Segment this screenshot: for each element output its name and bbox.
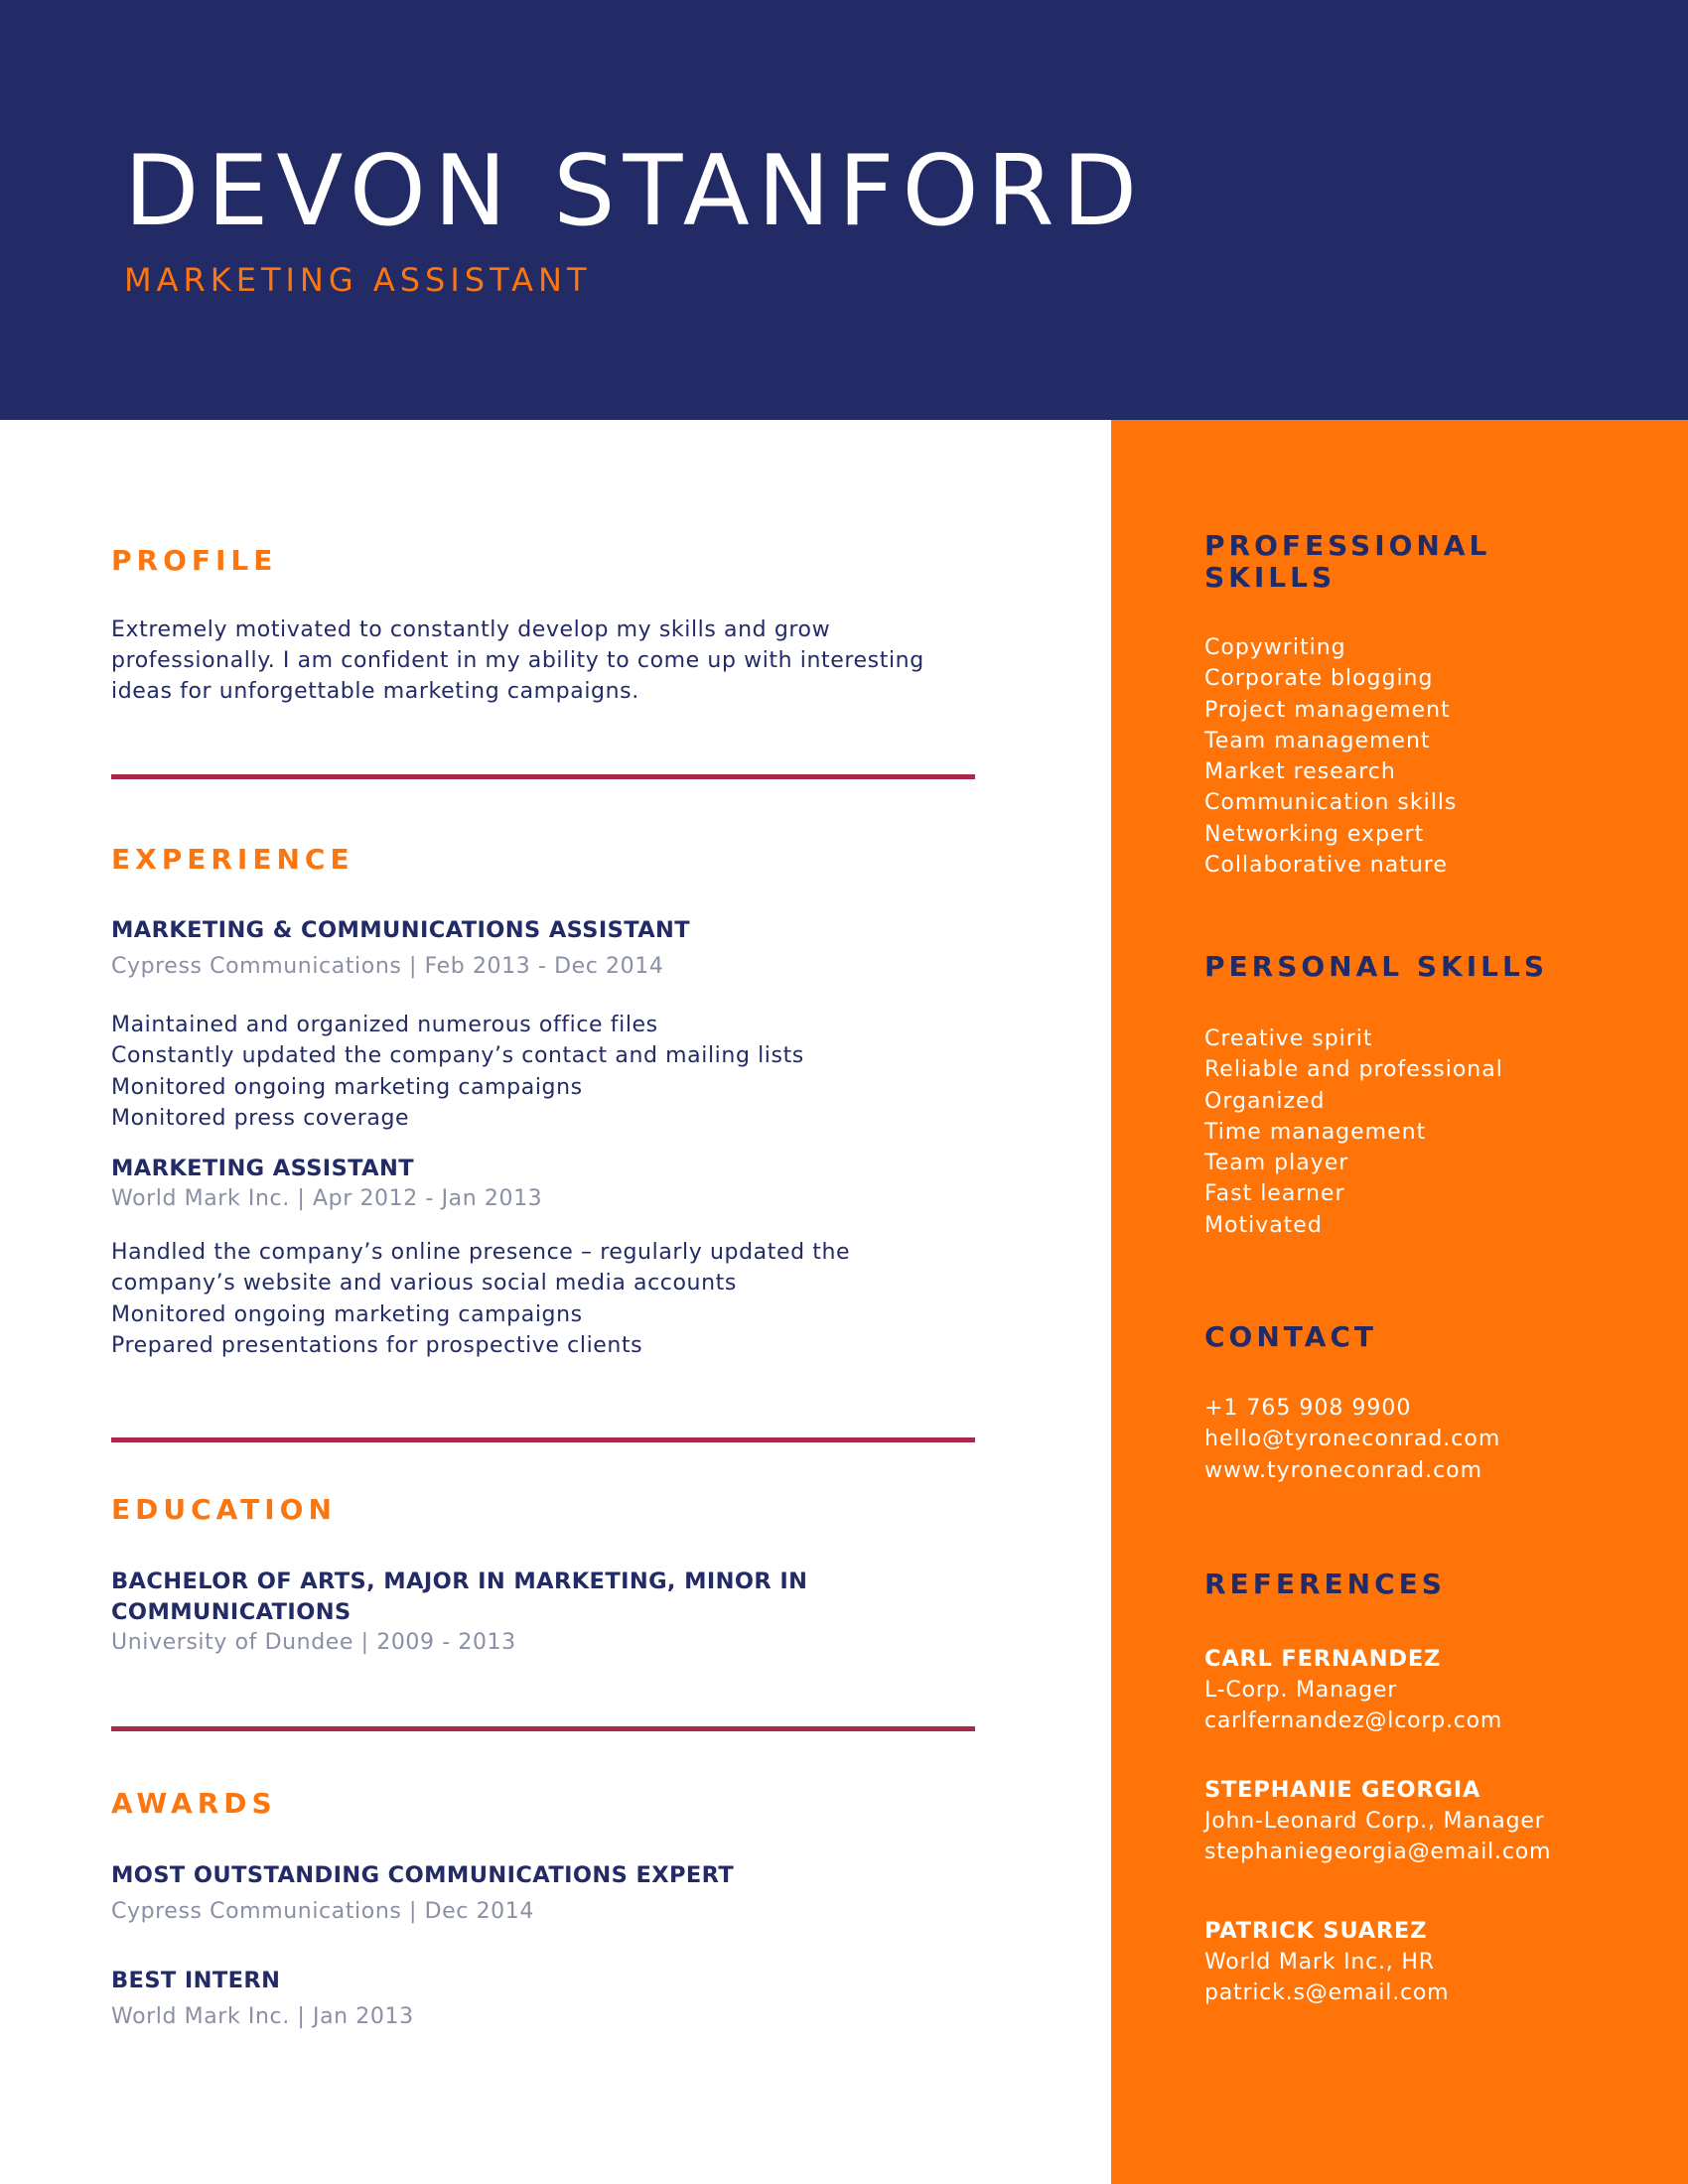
section-divider [111, 774, 975, 779]
reference-name: STEPHANIE GEORGIA [1204, 1777, 1481, 1803]
list-item: Time management [1204, 1119, 1427, 1145]
list-item: Monitored ongoing marketing campaigns [111, 1301, 583, 1327]
list-item: Motivated [1204, 1212, 1323, 1238]
professional-skills-heading: PROFESSIONAL SKILLS [1204, 529, 1491, 594]
contact-heading: CONTACT [1204, 1320, 1378, 1353]
experience-heading: EXPERIENCE [111, 843, 354, 876]
profile-text: Extremely motivated to constantly develop my skills and grow professionally. I am confident in my ability to come up with interesting ideas for unforgettable marketing campaigns. [111, 617, 924, 704]
list-item: Collaborative nature [1204, 853, 1448, 879]
candidate-name: DEVON STANFORD [124, 135, 1146, 248]
reference-name: CARL FERNANDEZ [1204, 1646, 1442, 1672]
list-item: Handled the company’s online presence – regularly updated the company’s website and various social media accounts [111, 1240, 851, 1297]
job-title: MARKETING ASSISTANT [111, 1156, 414, 1181]
list-item: Project management [1204, 697, 1451, 723]
job-duties [111, 1010, 965, 1134]
job-meta: Cypress Communications | Feb 2013 - Dec 2014 [111, 954, 664, 979]
reference-email[interactable]: patrick.s@email.com [1204, 1980, 1450, 2005]
job-duties [111, 1237, 955, 1361]
section-divider [111, 1726, 975, 1731]
contact-email[interactable]: hello@tyroneconrad.com [1204, 1427, 1501, 1452]
section-divider [111, 1437, 975, 1442]
job-meta: World Mark Inc. | Apr 2012 - Jan 2013 [111, 1186, 543, 1211]
reference-name: PATRICK SUAREZ [1204, 1918, 1428, 1944]
awards-heading: AWARDS [111, 1787, 277, 1820]
list-item: Communication skills [1204, 790, 1458, 816]
list-item: Copywriting [1204, 635, 1346, 660]
list-item: Monitored ongoing marketing campaigns [111, 1074, 583, 1100]
award-meta: Cypress Communications | Dec 2014 [111, 1899, 534, 1924]
references-heading: REFERENCES [1204, 1568, 1446, 1600]
list-item: Team player [1204, 1151, 1349, 1176]
award-title: BEST INTERN [111, 1968, 281, 1993]
header-banner [0, 0, 1688, 420]
list-item: Maintained and organized numerous office files [111, 1013, 658, 1037]
reference-role: L-Corp. Manager [1204, 1678, 1398, 1703]
list-item: Creative spirit [1204, 1026, 1373, 1051]
list-item: Organized [1204, 1088, 1326, 1114]
job-title: MARKETING & COMMUNICATIONS ASSISTANT [111, 917, 691, 943]
personal-skills-list [1204, 1024, 1503, 1241]
list-item: Fast learner [1204, 1181, 1345, 1207]
professional-skills-list [1204, 632, 1457, 881]
reference-role: World Mark Inc., HR [1204, 1950, 1435, 1975]
list-item: Prepared presentations for prospective clients [111, 1332, 643, 1358]
list-item: Constantly updated the company’s contact and mailing lists [111, 1043, 804, 1069]
list-item: Monitored press coverage [111, 1105, 410, 1131]
candidate-title: MARKETING ASSISTANT [124, 261, 592, 299]
reference-email[interactable]: stephaniegeorgia@email.com [1204, 1840, 1552, 1864]
list-item: Reliable and professional [1204, 1057, 1503, 1083]
list-item: Networking expert [1204, 821, 1425, 847]
reference-email[interactable]: carlfernandez@lcorp.com [1204, 1708, 1503, 1733]
list-item: Corporate blogging [1204, 666, 1434, 692]
degree-title: BACHELOR OF ARTS, MAJOR IN MARKETING, MINOR IN COMMUNICATIONS [111, 1569, 808, 1625]
education-meta: University of Dundee | 2009 - 2013 [111, 1630, 516, 1655]
award-meta: World Mark Inc. | Jan 2013 [111, 2004, 414, 2029]
reference-role: John-Leonard Corp., Manager [1204, 1809, 1545, 1834]
contact-list [1204, 1393, 1500, 1486]
award-title: MOST OUTSTANDING COMMUNICATIONS EXPERT [111, 1862, 735, 1888]
contact-phone[interactable]: +1 765 908 9900 [1204, 1396, 1412, 1421]
contact-website[interactable]: www.tyroneconrad.com [1204, 1457, 1483, 1483]
personal-skills-heading: PERSONAL SKILLS [1204, 950, 1549, 983]
education-heading: EDUCATION [111, 1493, 337, 1526]
list-item: Market research [1204, 759, 1396, 785]
list-item: Team management [1204, 728, 1431, 753]
profile-heading: PROFILE [111, 544, 278, 577]
